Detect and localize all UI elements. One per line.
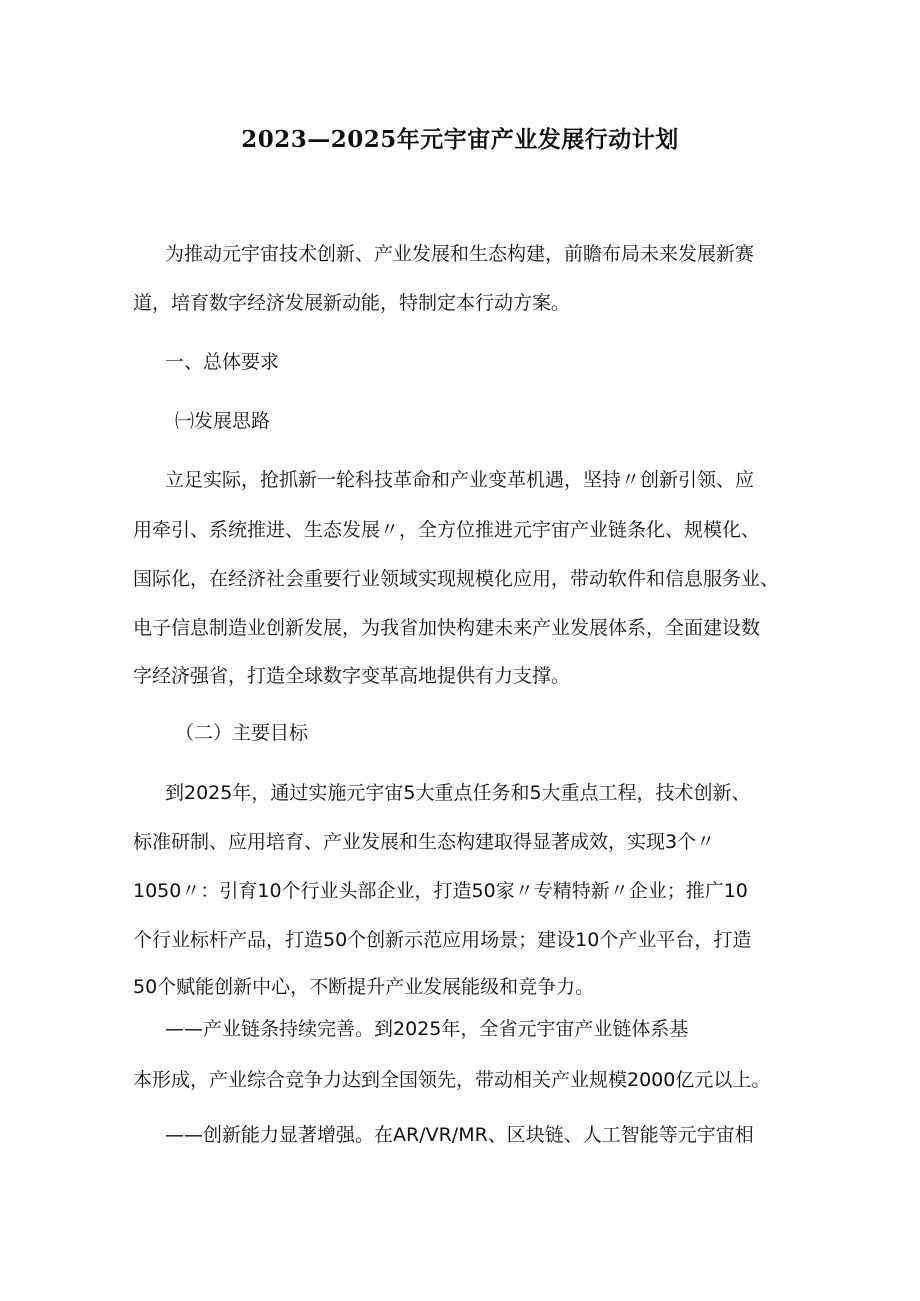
paragraph-line: 立足实际，抢抓新一轮科技革命和产业变革机遇，坚持〃创新引领、应 — [165, 469, 755, 491]
paragraph-line: 为推动元宇宙技术创新、产业发展和生态构建，前瞻布局未来发展新赛 — [165, 243, 755, 265]
paragraph-line: 到2025年，通过实施元宇宙5大重点任务和5大重点工程，技术创新、 — [165, 782, 751, 804]
paragraph-line: 字经济强省，打造全球数字变革高地提供有力支撑。 — [133, 665, 571, 687]
paragraph-line: 1050〃：引育10个行业头部企业，打造50家〃专精特新〃企业；推广10 — [133, 880, 748, 902]
paragraph-line: 电子信息制造业创新发展，为我省加快构建未来产业发展体系，全面建设数 — [133, 617, 761, 639]
document-title: 2023—2025年元宇宙产业发展行动计划 — [241, 126, 679, 153]
subsection-heading: ㈠发展思路 — [175, 410, 271, 432]
paragraph-line: 道，培育数字经济发展新动能，特制定本行动方案。 — [133, 292, 571, 314]
paragraph-line: 本形成，产业综合竞争力达到全国领先，带动相关产业规模2000亿元以上。 — [133, 1069, 771, 1091]
paragraph-line: 50个赋能创新中心，不断提升产业发展能级和竞争力。 — [133, 976, 595, 998]
section-heading: 一、总体要求 — [165, 351, 280, 373]
paragraph-line: 标准研制、应用培育、产业发展和生态构建取得显著成效，实现3个〃 — [133, 831, 716, 853]
paragraph-line: ——创新能力显著增强。在AR/VR/MR、区块链、人工智能等元宇宙相 — [165, 1124, 754, 1146]
paragraph-line: 国际化，在经济社会重要行业领域实现规模化应用，带动软件和信息服务业、 — [133, 568, 780, 590]
paragraph-line: ——产业链条持续完善。到2025年，全省元宇宙产业链体系基 — [165, 1018, 689, 1040]
paragraph-line: 用牵引、系统推进、生态发展〃，全方位推进元宇宙产业链条化、规模化、 — [133, 519, 761, 541]
subsection-heading: （二）主要目标 — [175, 722, 309, 744]
paragraph-line: 个行业标杆产品，打造50个创新示范应用场景；建设10个产业平台，打造 — [133, 929, 752, 951]
